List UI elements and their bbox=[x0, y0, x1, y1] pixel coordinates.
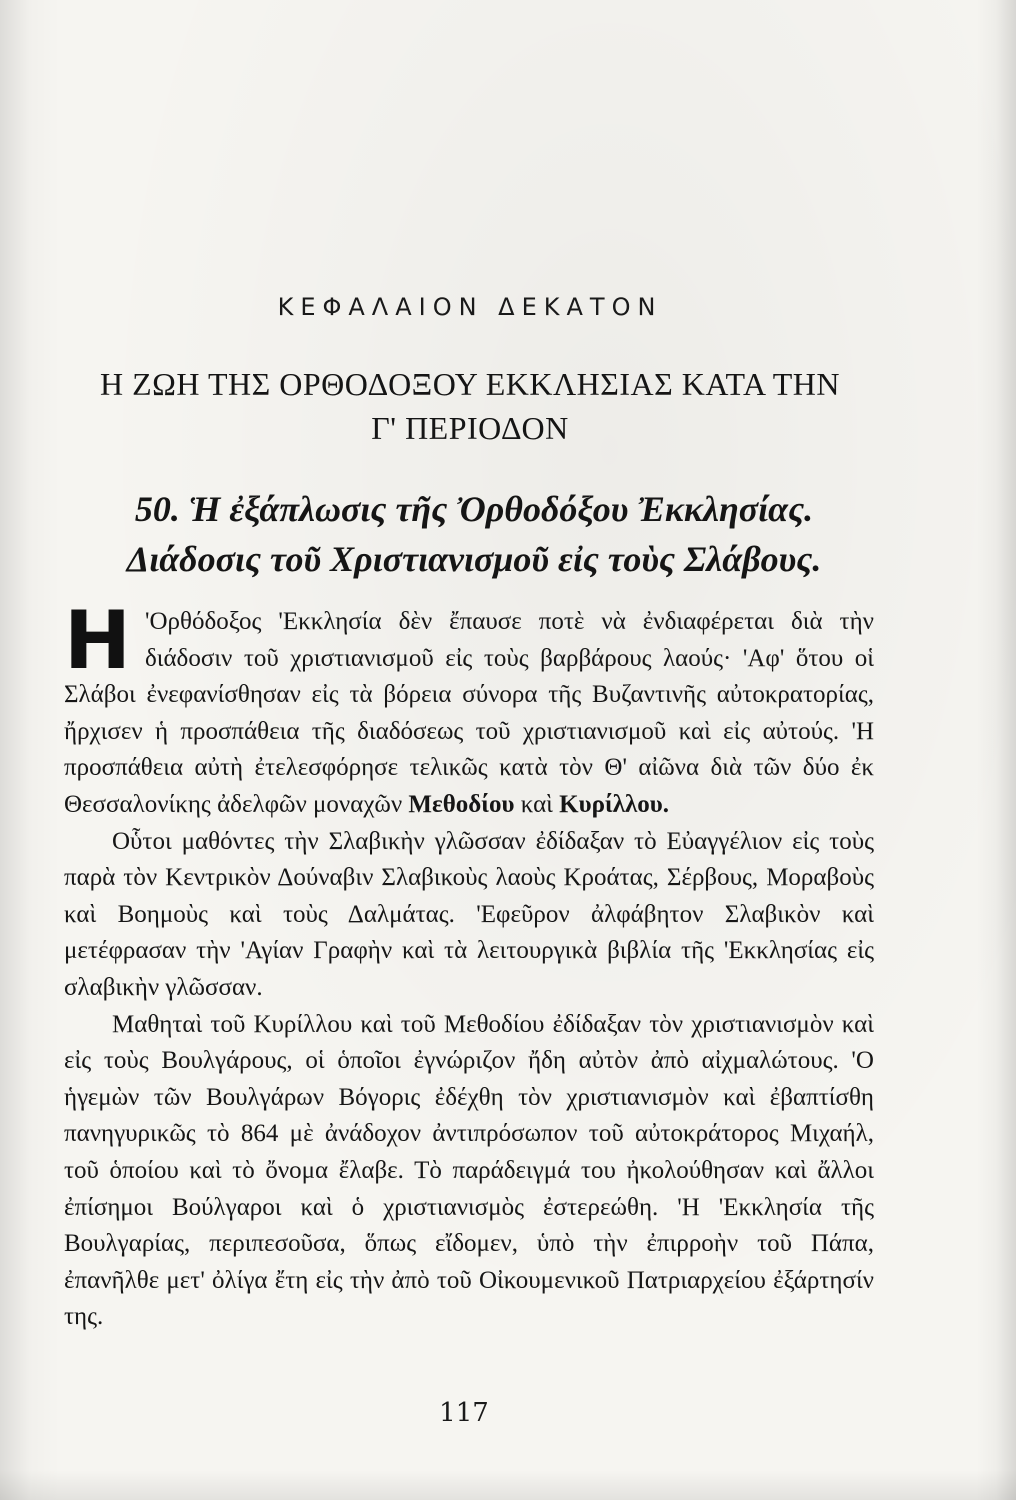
name-cyril: Κυρίλλου. bbox=[559, 790, 669, 818]
chapter-title bbox=[60, 362, 880, 450]
name-methodius: Μεθοδίου bbox=[408, 790, 515, 818]
paragraph-1 bbox=[64, 594, 874, 824]
paragraph-1-text: 'Ορθόδοξος 'Εκκλησία δὲν ἔπαυσε ποτὲ νὰ ἐνδιαφέρεται διὰ τὴν διάδοσιν τοῦ χριστιανισμοῦ εἰς τοὺς βαρβάρους λαούς· 'Αφ' ὅτου οἱ Σλάβοι ἐνεφανίσθησαν εἰς τὰ βόρεια σύνορα τῆς Βυζαντινῆς αὐτοκρατορίας, ἤρχισεν ἡ προσπάθεια τῆς διαδόσεως τοῦ χριστιανισμοῦ καὶ εἰς αὐτούς. 'Η προσπάθεια αὐτὴ ἐτελεσφόρησε τελικῶς κατὰ τὸν Θ' αἰῶνα διὰ τῶν δύο ἐκ Θεσσαλονίκης ἀδελφῶν μοναχῶν bbox=[64, 608, 874, 818]
section-heading: 50. Ἡ ἐξάπλωσις τῆς Ὀρθοδόξου Ἐκκλησίας. Διάδοσις τοῦ Χριστιανισμοῦ εἰς τοὺς Σλάβους. bbox=[126, 489, 822, 579]
paragraph-2: Οὗτοι μαθόντες τὴν Σλαβικὴν γλῶσσαν ἐδίδαξαν τὸ Εὐαγγέλιον εἰς τοὺς παρὰ τὸν Κεντρικὸν Δούναβιν Σλαβικοὺς λαοὺς Κροάτας, Σέρβους, Μοραβοὺς καὶ Βοημοὺς καὶ τοὺς Δαλμάτας. 'Εφεῦρον ἀλφάβητον Σλαβικὸν καὶ μετέφρασαν τὴν 'Αγίαν Γραφὴν καὶ τὰ λειτουργικὰ βιβλία τῆς 'Εκκλησίας εἰς σλαβικὴν γλῶσσαν. bbox=[64, 827, 874, 1001]
chapter-label: ΚΕΦΑΛΑΙΟΝ ΔΕΚΑΤΟΝ bbox=[277, 293, 663, 321]
body-text bbox=[64, 594, 874, 1336]
page-number: 117 bbox=[439, 1398, 489, 1428]
drop-cap: Η bbox=[64, 594, 131, 687]
paragraph-3: Μαθηταὶ τοῦ Κυρίλλου καὶ τοῦ Μεθοδίου ἐδίδαξαν τὸν χριστιανισμὸν καὶ εἰς τοὺς Βουλγάρους, οἱ ὁποῖοι ἐγνώριζον ἤδη αὐτὸν ἀπὸ αἰχμαλώτους. 'Ο ἡγεμὼν τῶν Βουλγάρων Βόγορις ἐδέχθη τὸν χριστιανισμὸν καὶ ἐβαπτίσθη πανηγυρικῶς τὸ 864 μὲ ἀνάδοχον ἀντιπρόσωπον τοῦ αὐτοκράτορος Μιχαήλ, τοῦ ὁποίου καὶ τὸ ὄνομα ἔλαβε. Τὸ παράδειγμά του ἠκολούθησαν καὶ ἄλλοι ἐπίσημοι Βούλγαροι καὶ ὁ χριστιανισμὸς ἐστερεώθη. 'Η 'Εκκλησία τῆς Βουλγαρίας, περιπεσοῦσα, ὅπως εἴδομεν, ὑπὸ τὴν ἐπιρροὴν τοῦ Πάπα, ἐπανῆλθε μετ' ὀλίγα ἔτη εἰς τὴν ἀπὸ τοῦ Οἰκουμενικοῦ Πατριαρχείου ἐξάρτησίν της. bbox=[64, 1010, 874, 1331]
chapter-title-line-1: Η ΖΩΗ ΤΗΣ ΟΡΘΟΔΟΞΟΥ ΕΚΚΛΗΣΙΑΣ ΚΑΤΑ ΤΗΝ bbox=[99, 366, 840, 402]
paragraph-1-conjunction: καὶ bbox=[514, 790, 560, 818]
chapter-title-line-2: Γ' ΠΕΡΙΟΔΟΝ bbox=[371, 410, 569, 446]
